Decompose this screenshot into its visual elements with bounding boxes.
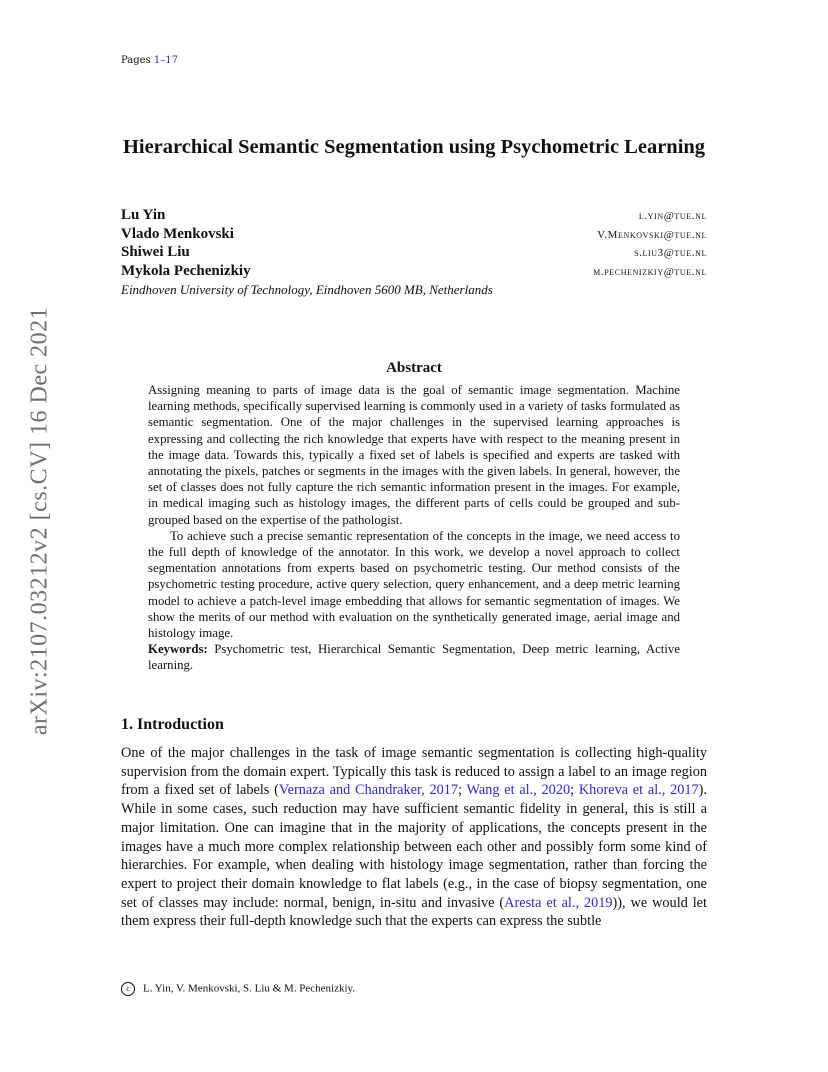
- abstract-body: [148, 382, 680, 674]
- citation-link[interactable]: Vernaza and Chandraker, 2017: [278, 782, 459, 799]
- intro-text: )), we would let them express their full-depth knowledge such that the experts can express the subtle: [121, 894, 707, 930]
- author-email: V.Menkovski@tue.nl: [597, 228, 707, 241]
- author-block: [121, 207, 707, 298]
- citation-separator: ;: [570, 782, 579, 799]
- intro-text: One of the major challenges in the task of image semantic segmentation is collecting high-quality supervision from the domain expert. Typically this task is reduced to assign a label to an image region from a fixed set of labels (: [121, 745, 707, 799]
- pages-range-link[interactable]: 1–17: [153, 55, 178, 66]
- section-heading: 1. Introduction: [121, 716, 224, 733]
- copyright-footer: [121, 982, 355, 996]
- introduction-body: [121, 744, 707, 931]
- author-row: [121, 226, 707, 245]
- author-name: Lu Yin: [121, 207, 166, 223]
- abstract-paragraph: Assigning meaning to parts of image data is the goal of semantic image segmentation. Machine learning methods, specifically supervised learning is commonly used in a variety of tasks formulated as semantic segmentation. One of the major challenges in the supervised learning approaches is expressing and collecting the rich knowledge that experts have with respect to the meaning present in the image data. Towards this, typically a fixed set of labels is specified and experts are tasked with annotating the pixels, patches or segments in the images with the given labels. In general, however, the set of classes does not fully capture the rich semantic information present in the images. For example, in medical imaging such as histology images, the different parts of cells could be grouped and sub-grouped based on the expertise of the pathologist.: [148, 383, 680, 527]
- copyright-icon: c: [121, 982, 135, 996]
- keywords-label: Keywords:: [148, 642, 208, 657]
- keywords-text: Psychometric test, Hierarchical Semantic Segmentation, Deep metric learning, Active learning.: [148, 642, 680, 673]
- page-range-header: [121, 55, 178, 66]
- author-email: s.liu3@tue.nl: [634, 247, 707, 259]
- abstract-paragraph: To achieve such a precise semantic representation of the concepts in the image, we need access to the full depth of knowledge of the annotator. In this work, we develop a novel approach to collect segmentation annotations from experts based on psychometric testing. Our method consists of the psychometric testing procedure, active query selection, query enhancement, and a deep metric learning model to achieve a patch-level image embedding that allows for semantic segmentation of images. We show the merits of our method with evaluation on the synthetically generated image, aerial image and histology image.: [148, 528, 680, 641]
- author-name: Shiwei Liu: [121, 244, 190, 260]
- author-row: [121, 244, 707, 263]
- copyright-text: L. Yin, V. Menkovski, S. Liu & M. Pechenizkiy.: [143, 982, 356, 995]
- author-name: Vlado Menkovski: [121, 225, 234, 242]
- author-row: [121, 207, 707, 226]
- intro-text: ). While in some cases, such reduction may have sufficient semantic fidelity in general, this is still a major limitation. One can imagine that in the majority of applications, the concepts present in the images have a much more complex relationship between each other and possibly form some kind of hierarchies. For example, when dealing with histology image segmentation, rather than forcing the expert to project their domain knowledge to flat labels (e.g., in the case of biopsy segmentation, one set of classes may include: normal, benign, in-situ and invasive (: [121, 782, 708, 911]
- arxiv-stamp: arXiv:2107.03212v2 [cs.CV] 16 Dec 2021: [26, 306, 53, 736]
- citation-separator: ;: [458, 782, 467, 799]
- citation-link[interactable]: Khoreva et al., 2017: [578, 782, 699, 799]
- keywords-line: [148, 641, 680, 673]
- author-name: Mykola Pechenizkiy: [121, 262, 251, 279]
- abstract-heading: Abstract: [386, 360, 442, 376]
- pages-label: Pages: [121, 55, 151, 66]
- author-email: m.pechenizkiy@tue.nl: [593, 265, 707, 278]
- affiliation: Eindhoven University of Technology, Eindhoven 5600 MB, Netherlands: [121, 282, 493, 297]
- intro-paragraph: [121, 744, 707, 931]
- author-email: l.yin@tue.nl: [638, 210, 707, 222]
- paper-title: Hierarchical Semantic Segmentation using Psychometric Learning: [122, 136, 706, 158]
- author-row: [121, 263, 707, 282]
- citation-link[interactable]: Wang et al., 2020: [466, 782, 571, 799]
- citation-link[interactable]: Aresta et al., 2019: [504, 894, 613, 911]
